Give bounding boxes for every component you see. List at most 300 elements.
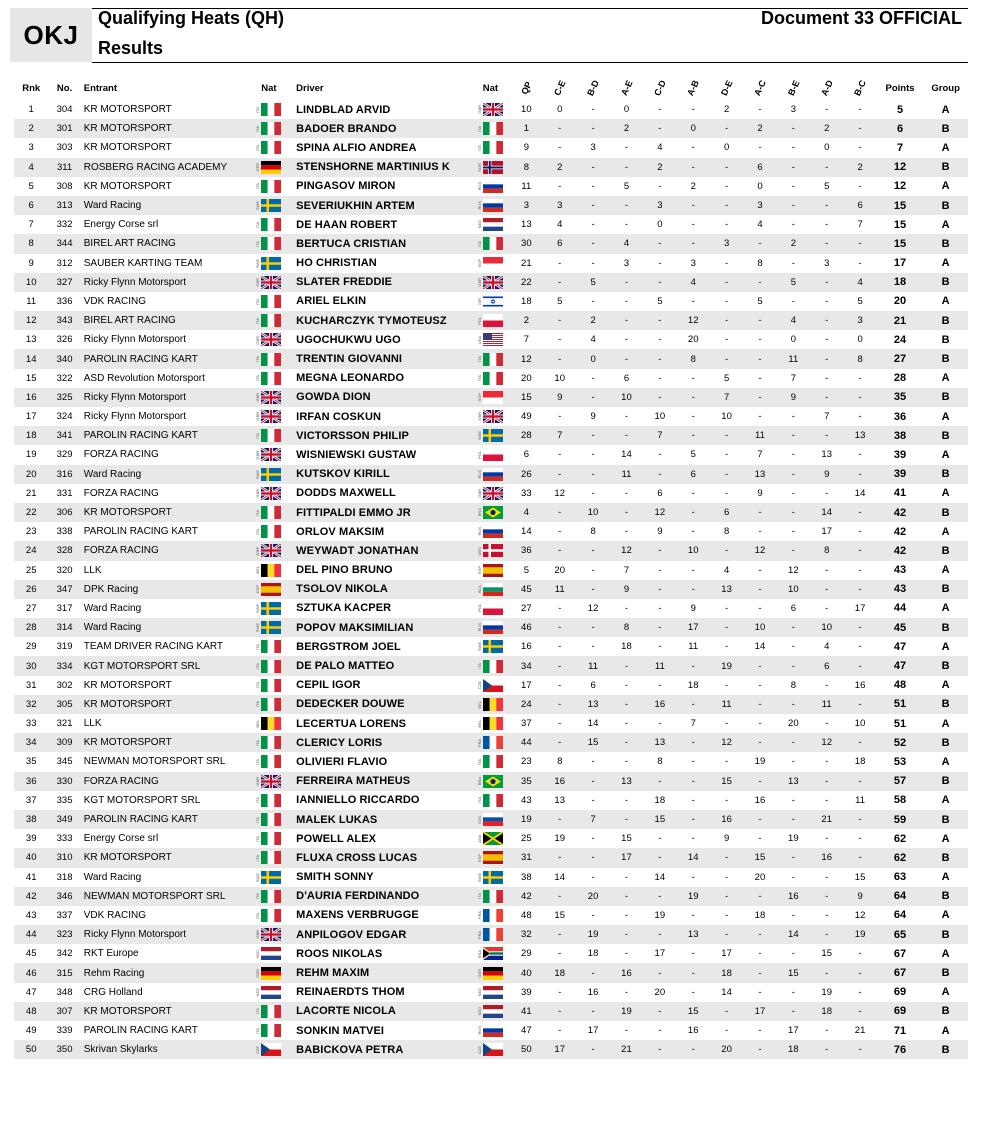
heat-result-cell: 5 [710,369,743,388]
entrant-cell: SAUBER KARTING TEAM [81,254,245,273]
heat-result-cell: - [576,292,609,311]
heat-result-cell: 0 [777,330,810,349]
heat-result-cell: - [777,810,810,829]
driver-nat-flag-icon: BEL [471,714,509,733]
heat-result-cell: 14 [743,637,776,656]
car-number-cell: 302 [48,676,80,695]
driver-nat-flag-icon: FRA [471,906,509,925]
table-row [14,963,968,982]
heat-result-cell: - [543,599,576,618]
points-cell: 57 [877,772,924,791]
table-row [14,541,968,560]
driver-nat-flag-icon: FRA [471,733,509,752]
heat-result-cell: - [643,887,676,906]
table-row [14,349,968,368]
heat-result-cell: - [743,714,776,733]
entrant-cell: Ricky Flynn Motorsport [81,925,245,944]
heat-result-cell: - [610,733,643,752]
heat-result-cell: 1 [510,119,543,138]
heat-result-cell: 5 [677,445,710,464]
heat-result-cell: - [777,138,810,157]
car-number-cell: 308 [48,177,80,196]
entrant-cell: Skrivan Skylarks [81,1040,245,1059]
heat-result-cell: - [610,426,643,445]
heat-result-cell: - [576,426,609,445]
group-cell: B [923,541,968,560]
heat-result-cell: 19 [677,887,710,906]
heat-result-cell: 20 [710,1040,743,1059]
driver-cell: D'AURIA FERDINANDO [293,887,471,906]
driver-cell: GOWDA DION [293,388,471,407]
rank-cell: 31 [14,676,48,695]
heat-result-cell: 18 [610,637,643,656]
rank-cell: 16 [14,388,48,407]
heat-result-cell: - [710,848,743,867]
heat-result-cell: 15 [510,388,543,407]
car-number-cell: 329 [48,445,80,464]
heat-result-cell: - [810,273,843,292]
heat-result-cell: - [643,925,676,944]
heat-result-cell: - [777,944,810,963]
entrant-nat-flag-icon: ITA [245,906,294,925]
heat-result-cell: 6 [743,158,776,177]
rank-cell: 47 [14,983,48,1002]
driver-nat-flag-icon: POL [471,445,509,464]
entrant-nat-flag-icon: ITA [245,426,294,445]
heat-result-cell: 31 [510,848,543,867]
heat-result-cell: 10 [743,618,776,637]
rank-cell: 36 [14,772,48,791]
group-cell: A [923,484,968,503]
heat-result-cell: 7 [810,407,843,426]
heat-result-cell: 15 [810,944,843,963]
heat-result-cell: - [810,234,843,253]
rank-cell: 42 [14,887,48,906]
heat-result-cell: 3 [643,196,676,215]
rank-cell: 11 [14,292,48,311]
points-cell: 76 [877,1040,924,1059]
heat-result-cell: 4 [543,215,576,234]
heat-result-cell: 2 [777,234,810,253]
heat-result-cell: - [743,733,776,752]
heat-result-cell: 0 [677,119,710,138]
points-cell: 15 [877,234,924,253]
group-cell: A [923,676,968,695]
col-heat: B-D [585,78,602,97]
heat-result-cell: - [710,254,743,273]
driver-cell: POPOV MAKSIMILIAN [293,618,471,637]
group-cell: A [923,829,968,848]
heat-result-cell: 13 [643,733,676,752]
heat-result-cell: 18 [543,963,576,982]
heat-result-cell: 3 [610,254,643,273]
points-cell: 64 [877,887,924,906]
heat-result-cell: - [843,1002,876,1021]
points-cell: 69 [877,1002,924,1021]
rank-cell: 1 [14,100,48,119]
heat-result-cell: 10 [643,407,676,426]
rank-cell: 33 [14,714,48,733]
heat-result-cell: 15 [777,963,810,982]
heat-result-cell: 14 [510,522,543,541]
group-cell: B [923,503,968,522]
heat-result-cell: - [610,944,643,963]
heat-result-cell: 13 [743,465,776,484]
rank-cell: 46 [14,963,48,982]
heat-result-cell: - [643,273,676,292]
points-cell: 47 [877,656,924,675]
entrant-cell: Ward Racing [81,599,245,618]
driver-nat-flag-icon: ITA [471,349,509,368]
heat-result-cell: - [643,963,676,982]
points-cell: 38 [877,426,924,445]
heat-result-cell: 4 [743,215,776,234]
heat-result-cell: - [610,196,643,215]
heat-result-cell: - [610,273,643,292]
rank-cell: 39 [14,829,48,848]
heat-result-cell: 9 [777,388,810,407]
car-number-cell: 322 [48,369,80,388]
heat-result-cell: - [576,177,609,196]
heat-result-cell: - [777,215,810,234]
rank-cell: 32 [14,695,48,714]
points-cell: 62 [877,848,924,867]
heat-result-cell: - [543,944,576,963]
heat-result-cell: 11 [777,349,810,368]
heat-result-cell: 12 [743,541,776,560]
group-cell: B [923,810,968,829]
heat-result-cell: - [843,465,876,484]
table-row [14,138,968,157]
heat-result-cell: 7 [610,561,643,580]
heat-result-cell: 3 [576,138,609,157]
rank-cell: 20 [14,465,48,484]
driver-nat-flag-icon: NOR [471,158,509,177]
entrant-cell: BIREL ART RACING [81,311,245,330]
table-row [14,580,968,599]
heat-result-cell: 17 [743,1002,776,1021]
heat-result-cell: 14 [777,925,810,944]
table-row [14,273,968,292]
heat-result-cell: - [677,158,710,177]
heat-result-cell: 7 [777,369,810,388]
table-row [14,119,968,138]
driver-cell: MALEK LUKAS [293,810,471,829]
entrant-cell: Rehm Racing [81,963,245,982]
entrant-cell: DPK Racing [81,580,245,599]
heat-result-cell: - [643,580,676,599]
heat-result-cell: - [843,637,876,656]
table-row [14,215,968,234]
driver-nat-flag-icon: POL [471,311,509,330]
heat-result-cell: 11 [843,791,876,810]
points-cell: 5 [877,100,924,119]
driver-nat-flag-icon: SWE [471,868,509,887]
heat-result-cell: - [777,791,810,810]
group-cell: A [923,752,968,771]
entrant-nat-flag-icon: ITA [245,215,294,234]
driver-cell: UGOCHUKWU UGO [293,330,471,349]
heat-result-cell: - [576,772,609,791]
driver-nat-flag-icon: ITA [471,369,509,388]
heat-result-cell: - [576,618,609,637]
group-cell: B [923,656,968,675]
heat-result-cell: 6 [576,676,609,695]
results-body [14,100,968,1059]
heat-result-cell: - [810,714,843,733]
rank-cell: 2 [14,119,48,138]
heat-result-cell: 12 [677,311,710,330]
table-row [14,695,968,714]
entrant-nat-flag-icon: NED [245,944,294,963]
heat-result-cell: - [810,752,843,771]
heat-result-cell: - [810,388,843,407]
entrant-cell: KR MOTORSPORT [81,695,245,714]
heat-result-cell: - [643,637,676,656]
heat-result-cell: 3 [677,254,710,273]
heat-result-cell: 33 [510,484,543,503]
heat-result-cell: 9 [643,522,676,541]
heat-result-cell: 5 [810,177,843,196]
driver-cell: VICTORSSON PHILIP [293,426,471,445]
heat-result-cell: - [643,829,676,848]
table-row [14,254,968,273]
driver-cell: POWELL ALEX [293,829,471,848]
driver-nat-flag-icon: BRA [471,503,509,522]
heat-result-cell: - [743,1040,776,1059]
table-row [14,522,968,541]
heat-result-cell: 16 [610,963,643,982]
heat-result-cell: 0 [743,177,776,196]
driver-cell: ORLOV MAKSIM [293,522,471,541]
table-row [14,733,968,752]
entrant-nat-flag-icon: GER [245,963,294,982]
heat-result-cell: - [576,369,609,388]
heat-result-cell: 20 [543,561,576,580]
entrant-cell: KR MOTORSPORT [81,1002,245,1021]
entrant-nat-flag-icon: BEL [245,561,294,580]
entrant-cell: PAROLIN RACING KART [81,522,245,541]
entrant-nat-flag-icon: ITA [245,848,294,867]
heat-result-cell: 3 [843,311,876,330]
col-heat: A-C [752,78,768,97]
group-cell: B [923,465,968,484]
entrant-cell: TEAM DRIVER RACING KART [81,637,245,656]
rank-cell: 41 [14,868,48,887]
heat-result-cell: 13 [843,426,876,445]
driver-cell: LACORTE NICOLA [293,1002,471,1021]
entrant-cell: Ricky Flynn Motorsport [81,273,245,292]
driver-cell: TSOLOV NIKOLA [293,580,471,599]
heat-result-cell: 0 [843,330,876,349]
group-cell: B [923,330,968,349]
car-number-cell: 314 [48,618,80,637]
heat-result-cell: 0 [543,100,576,119]
heat-result-cell: - [777,445,810,464]
heat-result-cell: 11 [677,637,710,656]
entrant-nat-flag-icon: GBR [245,273,294,292]
points-cell: 62 [877,829,924,848]
points-cell: 42 [877,522,924,541]
rank-cell: 43 [14,906,48,925]
heat-result-cell: - [743,330,776,349]
heat-result-cell: - [810,906,843,925]
table-row [14,906,968,925]
heat-result-cell: - [610,925,643,944]
heat-result-cell: - [576,254,609,273]
heat-result-cell: 32 [510,925,543,944]
heat-result-cell: - [677,292,710,311]
heat-result-cell: 7 [543,426,576,445]
entrant-cell: FORZA RACING [81,484,245,503]
entrant-nat-flag-icon: ITA [245,100,294,119]
rank-cell: 25 [14,561,48,580]
table-row [14,848,968,867]
col-heat: A-B [685,78,702,97]
entrant-cell: VDK RACING [81,906,245,925]
entrant-nat-flag-icon: SWE [245,868,294,887]
driver-cell: STENSHORNE MARTINIUS K [293,158,471,177]
entrant-nat-flag-icon: SWE [245,465,294,484]
heat-result-cell: - [576,388,609,407]
table-row [14,599,968,618]
heat-result-cell: 19 [610,1002,643,1021]
group-cell: B [923,196,968,215]
group-cell: B [923,848,968,867]
points-cell: 65 [877,925,924,944]
heat-result-cell: - [777,196,810,215]
heat-result-cell: 6 [610,369,643,388]
group-cell: A [923,714,968,733]
heat-result-cell: 17 [510,676,543,695]
heat-result-cell: 4 [610,234,643,253]
group-cell: B [923,158,968,177]
heat-result-cell: - [643,772,676,791]
heat-result-cell: 2 [510,311,543,330]
driver-cell: BABICKOVA PETRA [293,1040,471,1059]
driver-cell: FITTIPALDI EMMO JR [293,503,471,522]
heat-result-cell: - [576,752,609,771]
heat-result-cell: - [677,388,710,407]
rank-cell: 8 [14,234,48,253]
driver-nat-flag-icon: GBR [471,407,509,426]
car-number-cell: 301 [48,119,80,138]
heat-result-cell: - [743,388,776,407]
col-heat: C-D [651,78,668,97]
heat-result-cell: - [643,369,676,388]
heat-result-cell: 11 [576,656,609,675]
driver-nat-flag-icon: BUL [471,580,509,599]
driver-cell: REHM MAXIM [293,963,471,982]
rank-cell: 18 [14,426,48,445]
table-row [14,158,968,177]
driver-cell: KUCHARCZYK TYMOTEUSZ [293,311,471,330]
heat-result-cell: - [710,196,743,215]
driver-cell: TRENTIN GIOVANNI [293,349,471,368]
heat-result-cell: 9 [510,138,543,157]
heat-result-cell: 5 [576,273,609,292]
heat-result-cell: - [710,752,743,771]
col-heat: B-E [785,78,802,97]
table-row [14,426,968,445]
driver-cell: KUTSKOV KIRILL [293,465,471,484]
group-cell: A [923,637,968,656]
heat-result-cell: 4 [677,273,710,292]
points-cell: 69 [877,983,924,1002]
group-cell: A [923,599,968,618]
entrant-nat-flag-icon: ITA [245,1021,294,1040]
heat-result-cell: - [543,848,576,867]
heat-result-cell: - [843,503,876,522]
heat-result-cell: - [843,234,876,253]
heat-result-cell: - [677,369,710,388]
group-cell: B [923,349,968,368]
table-row [14,388,968,407]
heat-result-cell: 50 [510,1040,543,1059]
heat-result-cell: 6 [643,484,676,503]
heat-result-cell: - [810,292,843,311]
heat-result-cell: - [777,407,810,426]
heat-result-cell: - [843,138,876,157]
points-cell: 71 [877,1021,924,1040]
heat-result-cell: - [843,561,876,580]
table-row [14,292,968,311]
car-number-cell: 337 [48,906,80,925]
table-row [14,234,968,253]
heat-result-cell: - [710,158,743,177]
points-cell: 44 [877,599,924,618]
group-cell: B [923,733,968,752]
entrant-nat-flag-icon: GBR [245,484,294,503]
heat-result-cell: - [777,618,810,637]
heat-result-cell: - [843,848,876,867]
heat-result-cell: 12 [643,503,676,522]
rank-cell: 35 [14,752,48,771]
car-number-cell: 325 [48,388,80,407]
heat-result-cell: 24 [510,695,543,714]
heat-result-cell: - [543,541,576,560]
heat-result-cell: - [576,637,609,656]
group-cell: A [923,407,968,426]
heat-result-cell: - [576,963,609,982]
heat-result-cell: 20 [777,714,810,733]
heat-result-cell: - [743,963,776,982]
car-number-cell: 326 [48,330,80,349]
points-cell: 43 [877,561,924,580]
driver-nat-flag-icon: GBR [471,100,509,119]
driver-nat-flag-icon: ITA [471,119,509,138]
heat-result-cell: - [743,561,776,580]
heat-result-cell: - [743,772,776,791]
heat-result-cell: 8 [610,618,643,637]
entrant-nat-flag-icon: GER [245,158,294,177]
heat-result-cell: - [710,541,743,560]
heat-result-cell: 14 [843,484,876,503]
entrant-cell: FORZA RACING [81,772,245,791]
heat-result-cell: 14 [677,848,710,867]
heat-result-cell: 5 [743,292,776,311]
car-number-cell: 312 [48,254,80,273]
driver-cell: SONKIN MATVEI [293,1021,471,1040]
driver-nat-flag-icon: BRA [471,772,509,791]
heat-result-cell: - [543,254,576,273]
heat-result-cell: - [810,561,843,580]
driver-nat-flag-icon: CZE [471,1040,509,1059]
driver-cell: DEL PINO BRUNO [293,561,471,580]
points-cell: 58 [877,791,924,810]
rank-cell: 26 [14,580,48,599]
driver-cell: DE HAAN ROBERT [293,215,471,234]
